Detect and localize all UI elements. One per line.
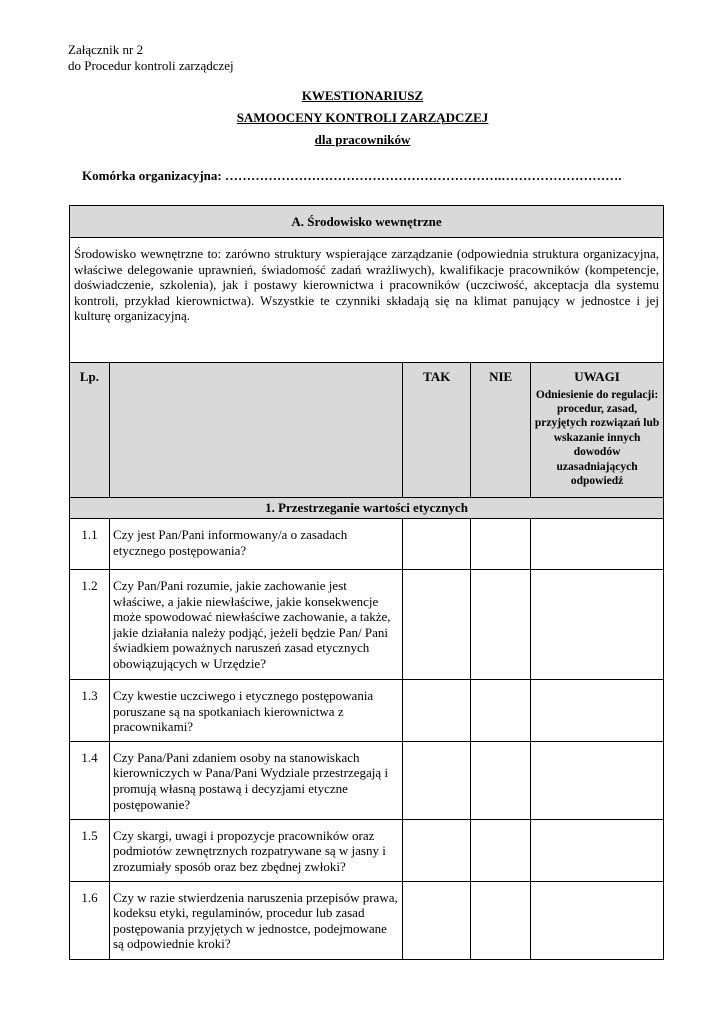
table-row xyxy=(70,570,664,680)
answer-nie-cell[interactable] xyxy=(471,570,531,680)
row-question: Czy kwestie uczciwego i etycznego postępowania poruszane są na spotkaniach kierownictwa z pracownikami? xyxy=(109,680,402,742)
column-header-lp: Lp. xyxy=(70,363,110,498)
subsection-title: 1. Przestrzeganie wartości etycznych xyxy=(70,498,664,519)
remarks-cell[interactable] xyxy=(531,881,664,959)
row-question: Czy skargi, uwagi i propozycje pracowników oraz podmiotów zewnętrznych rozpatrywane są w jasny i zrozumiały sposób oraz bez zbędnej zwłoki? xyxy=(109,819,402,881)
title-line-2: SAMOOCENY KONTROLI ZARZĄDCZEJ xyxy=(236,110,489,125)
remarks-cell[interactable] xyxy=(531,819,664,881)
remarks-cell[interactable] xyxy=(531,519,664,570)
column-header-nie: NIE xyxy=(471,363,531,498)
row-number: 1.3 xyxy=(70,680,110,742)
row-question: Czy Pan/Pani rozumie, jakie zachowanie jest właściwe, a jakie niewłaściwe, jakie konsekwencje może spowodować niewłaściwe zachowanie, a także, jakie działania należy podjąć, jeżeli będzie Pan/ Pani świadkiem poważnych naruszeń zasad etycznych obowiązujących w Urzędzie? xyxy=(109,570,402,680)
section-title: A. Środowisko wewnętrzne xyxy=(70,206,664,238)
table-row xyxy=(70,881,664,959)
questionnaire-table xyxy=(69,205,664,960)
annex-number: Załącznik nr 2 xyxy=(68,42,144,57)
answer-tak-cell[interactable] xyxy=(403,819,471,881)
remarks-cell[interactable] xyxy=(531,570,664,680)
answer-tak-cell[interactable] xyxy=(403,680,471,742)
table-row xyxy=(70,519,664,570)
section-intro: Środowisko wewnętrzne to: zarówno struktury wspierające zarządzanie (odpowiednia struktura organizacyjna, właściwe delegowanie uprawnień, świadomość zadań wrażliwych), kwalifikacje pracowników (kompetencje, doświadczenie, szkolenia), jak i postawy kierownictwa i pracowników (uczciwość, akceptacja dla systemu kontroli, przykład kierownictwa). Wszystkie te czynniki składają się na klimat panujący w jednostce i jej kulturę organizacyjną. xyxy=(70,238,664,363)
row-question: Czy w razie stwierdzenia naruszenia przepisów prawa, kodeksu etyki, regulaminów, procedur lub zasad postępowania przyjętych w jednostce, podejmowane są odpowiednie kroki? xyxy=(109,881,402,959)
annex-subtitle: do Procedur kontroli zarządczej xyxy=(68,58,234,73)
row-number: 1.1 xyxy=(70,519,110,570)
table-row xyxy=(70,741,664,819)
remarks-cell[interactable] xyxy=(531,680,664,742)
answer-nie-cell[interactable] xyxy=(471,741,531,819)
table-row xyxy=(70,680,664,742)
annex-reference xyxy=(68,42,234,74)
column-header-question xyxy=(109,363,402,498)
remarks-cell[interactable] xyxy=(531,741,664,819)
row-number: 1.2 xyxy=(70,570,110,680)
answer-nie-cell[interactable] xyxy=(471,881,531,959)
title-line-1: KWESTIONARIUSZ xyxy=(301,88,424,103)
uwagi-description: Odniesienie do regulacji: procedur, zasad, przyjętych rozwiązań lub wskazanie innych dowodów uzasadniających odpowiedź xyxy=(534,388,660,488)
row-number: 1.5 xyxy=(70,819,110,881)
answer-tak-cell[interactable] xyxy=(403,570,471,680)
row-question: Czy Pana/Pani zdaniem osoby na stanowiskach kierowniczych w Pana/Pani Wydziale przestrzegają i promują własną postawą i decyzjami etyczne postępowanie? xyxy=(109,741,402,819)
column-header-tak: TAK xyxy=(403,363,471,498)
answer-tak-cell[interactable] xyxy=(403,881,471,959)
column-header-uwagi xyxy=(531,363,664,498)
uwagi-title: UWAGI xyxy=(574,369,620,384)
answer-tak-cell[interactable] xyxy=(403,741,471,819)
answer-nie-cell[interactable] xyxy=(471,519,531,570)
answer-tak-cell[interactable] xyxy=(403,519,471,570)
row-number: 1.4 xyxy=(70,741,110,819)
table-row xyxy=(70,819,664,881)
row-number: 1.6 xyxy=(70,881,110,959)
row-question: Czy jest Pan/Pani informowany/a o zasadach etycznego postępowania? xyxy=(109,519,402,570)
document-title xyxy=(0,88,725,154)
answer-nie-cell[interactable] xyxy=(471,819,531,881)
organizational-unit-field[interactable]: Komórka organizacyjna: ……………………………………………………….………………………. xyxy=(82,168,622,183)
title-line-3: dla pracowników xyxy=(314,132,411,147)
answer-nie-cell[interactable] xyxy=(471,680,531,742)
